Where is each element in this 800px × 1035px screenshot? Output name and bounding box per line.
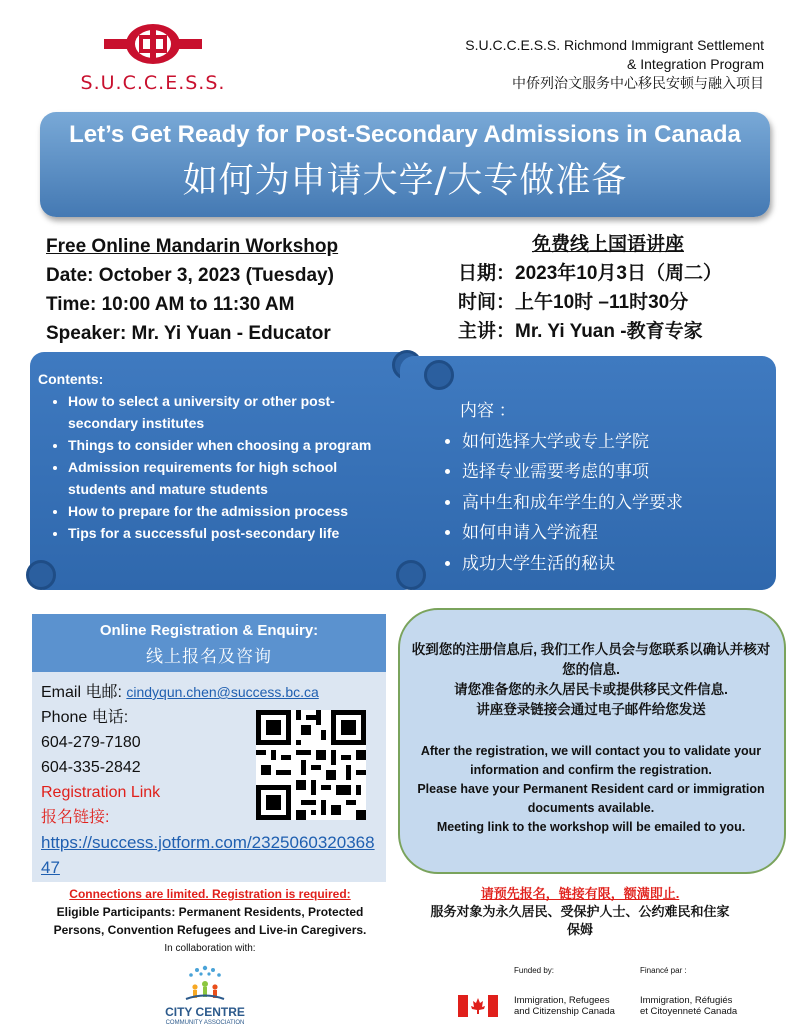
org-line-1: S.U.C.C.E.S.S. Richmond Immigrant Settlement	[465, 37, 764, 53]
title-chinese: 如何为申请大学/大专做准备	[182, 161, 628, 201]
contents-heading-zh: 内容 ：	[460, 401, 516, 420]
scroll-curl-icon	[424, 360, 454, 390]
info-en-line: After the registration, we will contact you to validate your information and confirm the registration.	[420, 744, 762, 777]
info-text-english	[406, 742, 776, 837]
organization-name	[424, 36, 764, 93]
event-speaker: Speaker: Mr. Yi Yuan - Educator	[46, 323, 331, 344]
list-item: • 成功大学生活的秘诀	[462, 549, 772, 580]
event-details-chinese	[458, 230, 778, 346]
registration-link-label-zh: 报名链接:	[41, 809, 110, 826]
event-speaker-zh: 主讲：Mr. Yi Yuan -教育专家	[458, 321, 703, 342]
ircc-english	[514, 995, 615, 1017]
collaboration-label: In collaboration with:	[164, 943, 256, 954]
info-text-chinese	[406, 640, 776, 720]
info-zh-line: 讲座登录链接会通过电子邮件给您发送	[476, 702, 706, 717]
funded-by-label: Funded by:	[514, 966, 555, 975]
event-details-english	[46, 232, 338, 348]
ircc-fr-line: et Citoyenneté Canada	[640, 1006, 738, 1017]
eligibility-note-english	[30, 885, 390, 939]
list-item: • Tips for a successful post-secondary life	[68, 522, 388, 544]
contents-heading: Contents:	[38, 371, 104, 387]
title-banner	[40, 112, 770, 217]
scroll-curl-icon	[26, 560, 56, 590]
alert-chinese: 请预先报名，链接有限，额满即止.	[480, 886, 680, 901]
email-label: Email 电邮:	[41, 684, 127, 701]
phone-number-2: 604-335-2842	[41, 759, 141, 776]
title-english: Let’s Get Ready for Post-Secondary Admissions in Canada	[69, 121, 741, 148]
registration-link-label: Registration Link	[41, 784, 161, 801]
eligible-chinese: 服务对象为永久居民、受保护人士、公约难民和住家保姆	[430, 904, 730, 937]
scroll-curl-icon	[396, 560, 426, 590]
registration-link[interactable]: https://success.jotform.com/232506032036847	[41, 833, 375, 877]
partner-subtitle: COMMUNITY ASSOCIATION	[165, 1020, 245, 1026]
contents-list-chinese	[432, 396, 772, 579]
list-item: • 选择专业需要考虑的事项	[462, 457, 772, 488]
org-line-3: 中侨列治文服务中心移民安顿与融入项目	[512, 75, 764, 91]
workshop-heading: Free Online Mandarin Workshop	[46, 236, 339, 257]
list-item: • How to select a university or other post-secondary institutes	[68, 390, 388, 434]
registration-title-english: Online Registration & Enquiry:	[99, 622, 319, 639]
registration-header	[32, 614, 386, 672]
event-time-zh: 时间：上午10时 –11时30分	[458, 292, 689, 313]
event-date-zh: 日期：2023年10月3日（周二）	[458, 263, 722, 284]
info-zh-line: 收到您的注册信息后, 我们工作人员会与您联系以确认并核对您的信息.	[411, 642, 771, 677]
success-emblem-icon	[104, 22, 202, 66]
finance-par-label: Financé par :	[640, 966, 687, 975]
workshop-heading-zh: 免费线上国语讲座	[531, 234, 684, 255]
partner-name: CITY CENTRE	[165, 1005, 245, 1019]
ircc-en-line: Immigration, Refugees	[514, 995, 610, 1006]
alert-english: Connections are limited. Registration is required:	[69, 887, 351, 901]
list-item: • Admission requirements for high school students and mature students	[68, 456, 388, 500]
list-item: • 高中生和成年学生的入学要求	[462, 488, 772, 519]
info-en-line: Please have your Permanent Resident card or immigration documents available.	[417, 782, 765, 815]
success-logo	[78, 22, 228, 102]
event-date: Date: October 3, 2023 (Tuesday)	[46, 265, 334, 286]
registration-title-chinese: 线上报名及咨询	[146, 647, 272, 666]
event-time: Time: 10:00 AM to 11:30 AM	[46, 294, 295, 315]
phone-label: Phone 电话:	[41, 709, 129, 726]
eligible-english: Eligible Participants: Permanent Residents, Protected Persons, Convention Refugees and Live-in Caregivers.	[53, 905, 367, 937]
qr-code-icon[interactable]	[256, 710, 366, 820]
ircc-en-line: and Citizenship Canada	[514, 1006, 615, 1017]
ircc-french	[640, 995, 737, 1017]
info-en-line: Meeting link to the workshop will be emailed to you.	[436, 820, 746, 834]
eligibility-note-chinese	[430, 885, 730, 939]
info-zh-line: 请您准备您的永久居民卡或提供移民文件信息.	[454, 682, 728, 697]
list-item: • How to prepare for the admission process	[68, 500, 388, 522]
list-item: • Things to consider when choosing a program	[68, 434, 388, 456]
phone-number-1: 604-279-7180	[41, 734, 141, 751]
org-line-2: & Integration Program	[627, 56, 764, 72]
canada-flag-icon	[458, 995, 498, 1017]
contents-list-english	[38, 368, 388, 544]
logo-text: S.U.C.C.E.S.S.	[80, 72, 226, 94]
list-item: • 如何申请入学流程	[462, 518, 772, 549]
list-item: • 如何选择大学或专上学院	[462, 427, 772, 458]
email-link[interactable]: cindyqun.chen@success.bc.ca	[126, 684, 319, 700]
ircc-fr-line: Immigration, Réfugiés	[640, 995, 733, 1006]
